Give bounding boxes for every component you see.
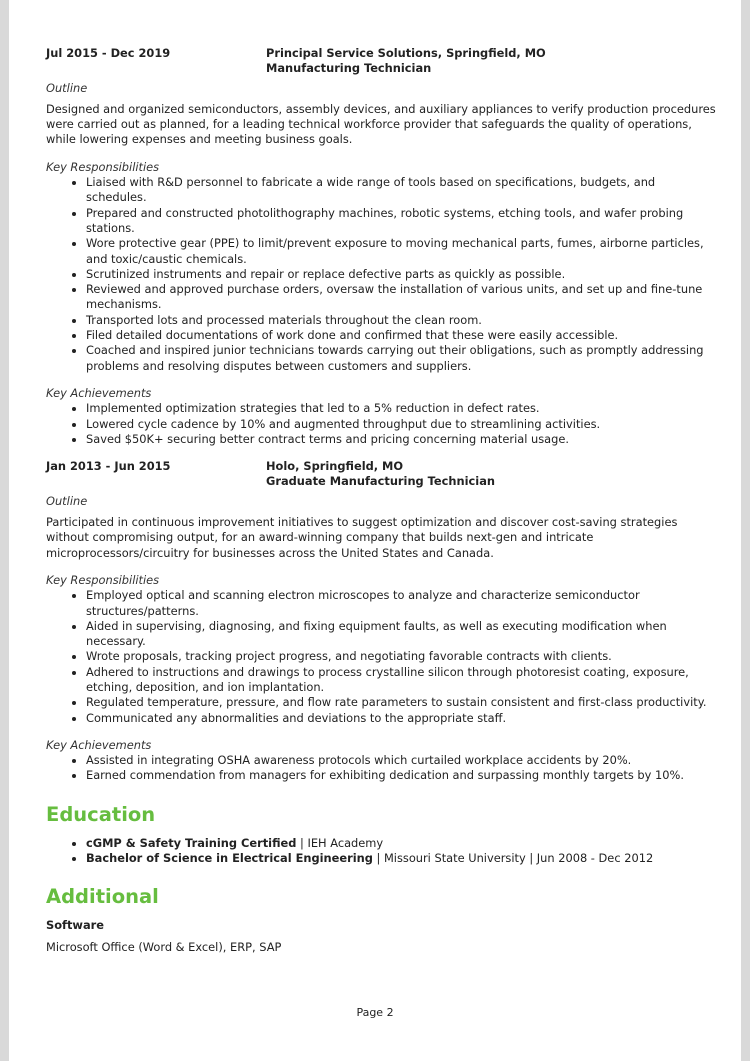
- education-item: [86, 836, 716, 851]
- list-item: • Employed optical and scanning electron microscopes to analyze and characterize semiconductor structures/patterns.: [86, 588, 716, 619]
- job-outline: Participated in continuous improvement initiatives to suggest optimization and discover cost-saving strategies without compromising output, for an award-winning company that builds next-gen and intricate microprocessors/circuitry for businesses across the United States and Canada.: [46, 515, 678, 560]
- list-item: • Liaised with R&D personnel to fabricate a wide range of tools based on specifications, budgets, and schedules.: [86, 175, 716, 206]
- education-degree: cGMP & Safety Training Certified: [86, 835, 297, 850]
- job-title: Graduate Manufacturing Technician: [266, 474, 495, 489]
- job-title: Manufacturing Technician: [266, 61, 432, 76]
- job-entry: [46, 459, 716, 784]
- achievements-list: [46, 753, 716, 784]
- job-header: [46, 459, 716, 490]
- software-list: Microsoft Office (Word & Excel), ERP, SAP: [46, 939, 282, 954]
- responsibilities-label: Key Responsibilities: [46, 572, 160, 587]
- education-heading: Education: [46, 802, 156, 826]
- outline-label: Outline: [46, 493, 88, 508]
- education-details: | IEH Academy: [296, 835, 384, 850]
- list-item: • Wore protective gear (PPE) to limit/prevent exposure to moving mechanical parts, fumes, airborne particles, and toxic/caustic chemicals.: [86, 236, 716, 267]
- list-item: • Transported lots and processed materials throughout the clean room.: [86, 313, 716, 328]
- list-item: • Earned commendation from managers for exhibiting dedication and surpassing monthly targets by 10%.: [86, 768, 716, 783]
- outline-label: Outline: [46, 80, 88, 95]
- achievements-label: Key Achievements: [46, 737, 152, 752]
- job-entry: [46, 46, 716, 447]
- education-degree: Bachelor of Science in Electrical Engineering: [86, 851, 373, 866]
- education-details: | Missouri State University | Jun 2008 - Dec 2012: [372, 851, 654, 866]
- software-label: Software: [46, 918, 104, 933]
- list-item: • Regulated temperature, pressure, and flow rate parameters to sustain consistent and first-class productivity.: [86, 695, 716, 710]
- education-list: [46, 836, 716, 867]
- achievements-list: [46, 401, 716, 447]
- list-item: • Filed detailed documentations of work done and confirmed that these were easily accessible.: [86, 328, 716, 343]
- list-item: • Scrutinized instruments and repair or replace defective parts as quickly as possible.: [86, 267, 716, 282]
- job-company: Holo, Springfield, MO: [266, 459, 404, 474]
- list-item: • Implemented optimization strategies that led to a 5% reduction in defect rates.: [86, 401, 716, 416]
- list-item: • Wrote proposals, tracking project progress, and negotiating favorable contracts with clients.: [86, 649, 716, 664]
- list-item: • Communicated any abnormalities and deviations to the appropriate staff.: [86, 711, 716, 726]
- additional-heading: Additional: [46, 885, 159, 909]
- list-item: • Lowered cycle cadence by 10% and augmented throughput due to streamlining activities.: [86, 417, 716, 432]
- responsibilities-list: [46, 588, 716, 726]
- resume-page: [9, 0, 741, 1061]
- job-outline: Designed and organized semiconductors, assembly devices, and auxiliary appliances to verify production procedures were carried out as planned, for a leading technical workforce provider that safeguards the quality of operations, while lowering expenses and meeting business goals.: [46, 101, 716, 147]
- page-content: [46, 46, 716, 955]
- job-company: Principal Service Solutions, Springfield, MO: [266, 46, 546, 60]
- responsibilities-list: [46, 175, 716, 374]
- responsibilities-label: Key Responsibilities: [46, 159, 160, 174]
- education-item: [86, 851, 716, 866]
- list-item: • Aided in supervising, diagnosing, and fixing equipment faults, as well as executing modification when necessary.: [86, 619, 716, 650]
- list-item: • Coached and inspired junior technicians towards carrying out their obligations, such as promptly addressing problems and resolving disputes between customers and suppliers.: [86, 343, 716, 374]
- job-dates: Jul 2015 - Dec 2019: [46, 46, 171, 60]
- list-item: • Saved $50K+ securing better contract terms and pricing concerning material usage.: [86, 432, 716, 447]
- list-item: • Assisted in integrating OSHA awareness protocols which curtailed workplace accidents by 20%.: [86, 753, 716, 768]
- job-dates: Jan 2013 - Jun 2015: [46, 459, 171, 474]
- list-item: • Adhered to instructions and drawings to process crystalline silicon through photoresist coating, exposure, etching, deposition, and ion implantation.: [86, 665, 716, 696]
- page-number: Page 2: [356, 1006, 394, 1019]
- job-header: [46, 46, 716, 77]
- achievements-label: Key Achievements: [46, 385, 152, 400]
- list-item: • Prepared and constructed photolithography machines, robotic systems, etching tools, and wafer probing stations.: [86, 206, 716, 237]
- list-item: • Reviewed and approved purchase orders, oversaw the installation of various units, and set up and fine-tune mechanisms.: [86, 282, 716, 313]
